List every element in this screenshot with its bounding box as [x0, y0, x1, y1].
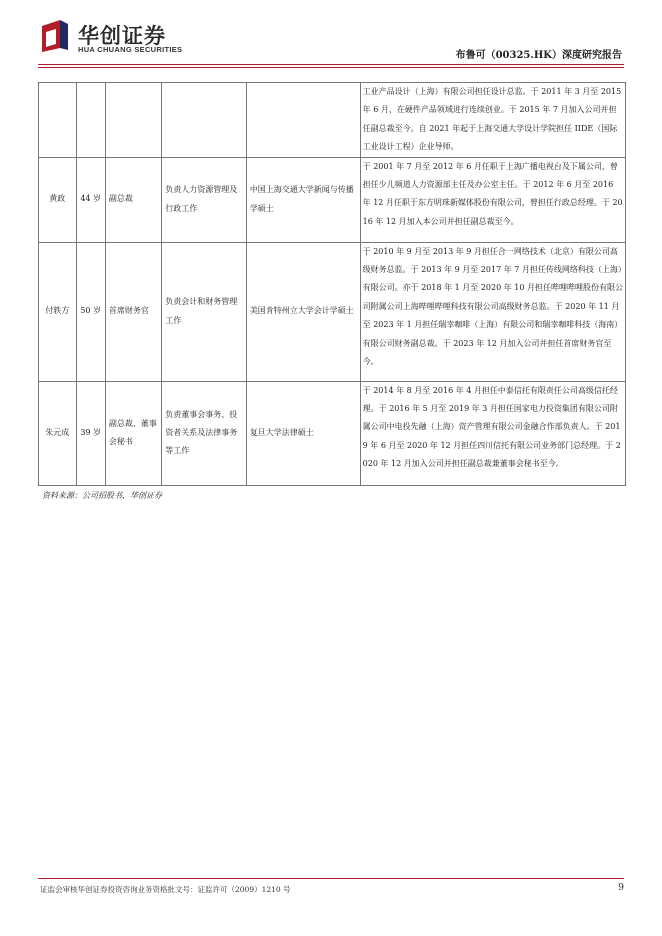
cell-education: 复旦大学法律硕士: [246, 381, 360, 485]
footer-license: 证监会审核华创证券投资咨询业务资格批文号：证监许可（2009）1210 号: [40, 885, 291, 894]
header-divider: [38, 64, 624, 65]
cell-education: 美国肯特州立大学会计学硕士: [246, 242, 360, 381]
report-title: 布鲁可（00325.HK）深度研究报告: [455, 50, 622, 61]
cell-age: 44 岁: [76, 157, 105, 242]
table-row: [39, 83, 626, 158]
logo-chinese-name: 华创证券: [78, 24, 166, 48]
cell-position: 副总裁、董事会秘书: [105, 381, 161, 485]
cell-age: 50 岁: [76, 242, 105, 381]
cell-name: 朱元成: [39, 381, 77, 485]
cell-name: 付轶方: [39, 242, 77, 381]
cell-name: 黄政: [39, 157, 77, 242]
table-row: [39, 242, 626, 381]
cell-duty: [162, 83, 247, 158]
footer-divider: [38, 878, 624, 879]
page-header: [40, 18, 622, 64]
cell-position: [105, 83, 161, 158]
cell-education: [246, 83, 360, 158]
source-note: 资料来源：公司招股书，华创证券: [42, 491, 162, 500]
cell-age: [76, 83, 105, 158]
header-divider-thin: [38, 67, 624, 68]
cell-bio: 于 2010 年 9 月至 2013 年 9 月担任合一网络技术（北京）有限公司高级财务总监。于 2013 年 9 月至 2017 年 7 月担任传线网络科技（上海）有限公司。亦于 2018 年 1 月至 2020 年 10 月担任哔哩哔哩股份有限公司附属公司上海哔哩哔哩科技有限公司高级财务总监。于 2020 年 11 月至 2023 年 1 月担任瑞幸咖啡（上海）有限公司和瑞幸咖啡科技（海南）有限公司财务副总裁。于 2023 年 12 月加入公司并担任首席财务官至今。: [360, 242, 625, 381]
cell-duty: 负责会计和财务管理工作: [162, 242, 247, 381]
cell-age: 39 岁: [76, 381, 105, 485]
cell-duty: 负责人力资源管理及行政工作: [162, 157, 247, 242]
cell-position: 副总裁: [105, 157, 161, 242]
table-row: [39, 157, 626, 242]
table-row: [39, 381, 626, 485]
executive-table: [38, 82, 626, 486]
page-number: 9: [618, 883, 624, 893]
huachuang-logo-icon: [40, 18, 70, 54]
cell-bio: 于 2014 年 8 月至 2016 年 4 月担任中泰信托有限责任公司高级信托经理。于 2016 年 5 月至 2019 年 3 月担任国家电力投资集团有限公司附属公司中电投先融（上海）资产管理有限公司金融合作部负责人。于 2019 年 6 月至 2020 年 12 月担任四川信托有限公司业务部门总经理。于 2020 年 12 月加入公司并担任副总裁兼董事会秘书至今。: [360, 381, 625, 485]
cell-bio: 工业产品设计（上海）有限公司担任设计总监。于 2011 年 3 月至 2015 年 6 月，在硬件产品领域进行连续创业。于 2015 年 7 月加入公司并担任副总裁至今。自 2021 年起于上海交通大学设计学院担任 IIDE（国际工业设计工程）企业导师。: [360, 83, 625, 158]
cell-name: [39, 83, 77, 158]
cell-position: 首席财务官: [105, 242, 161, 381]
logo-english-name: HUA CHUANG SECURITIES: [78, 45, 183, 54]
cell-duty: 负责董事会事务、投资者关系及法律事务等工作: [162, 381, 247, 485]
cell-education: 中国上海交通大学新闻与传播学硕士: [246, 157, 360, 242]
cell-bio: 于 2001 年 7 月至 2012 年 6 月任职于上海广播电视台及下属公司，曾担任少儿频道人力资源部主任及办公室主任。于 2012 年 6 月至 2016 年 12 月任职于东方明珠新媒体股份有限公司，曾担任行政总经理。于 2016 年 12 月加入本公司并担任副总裁至今。: [360, 157, 625, 242]
